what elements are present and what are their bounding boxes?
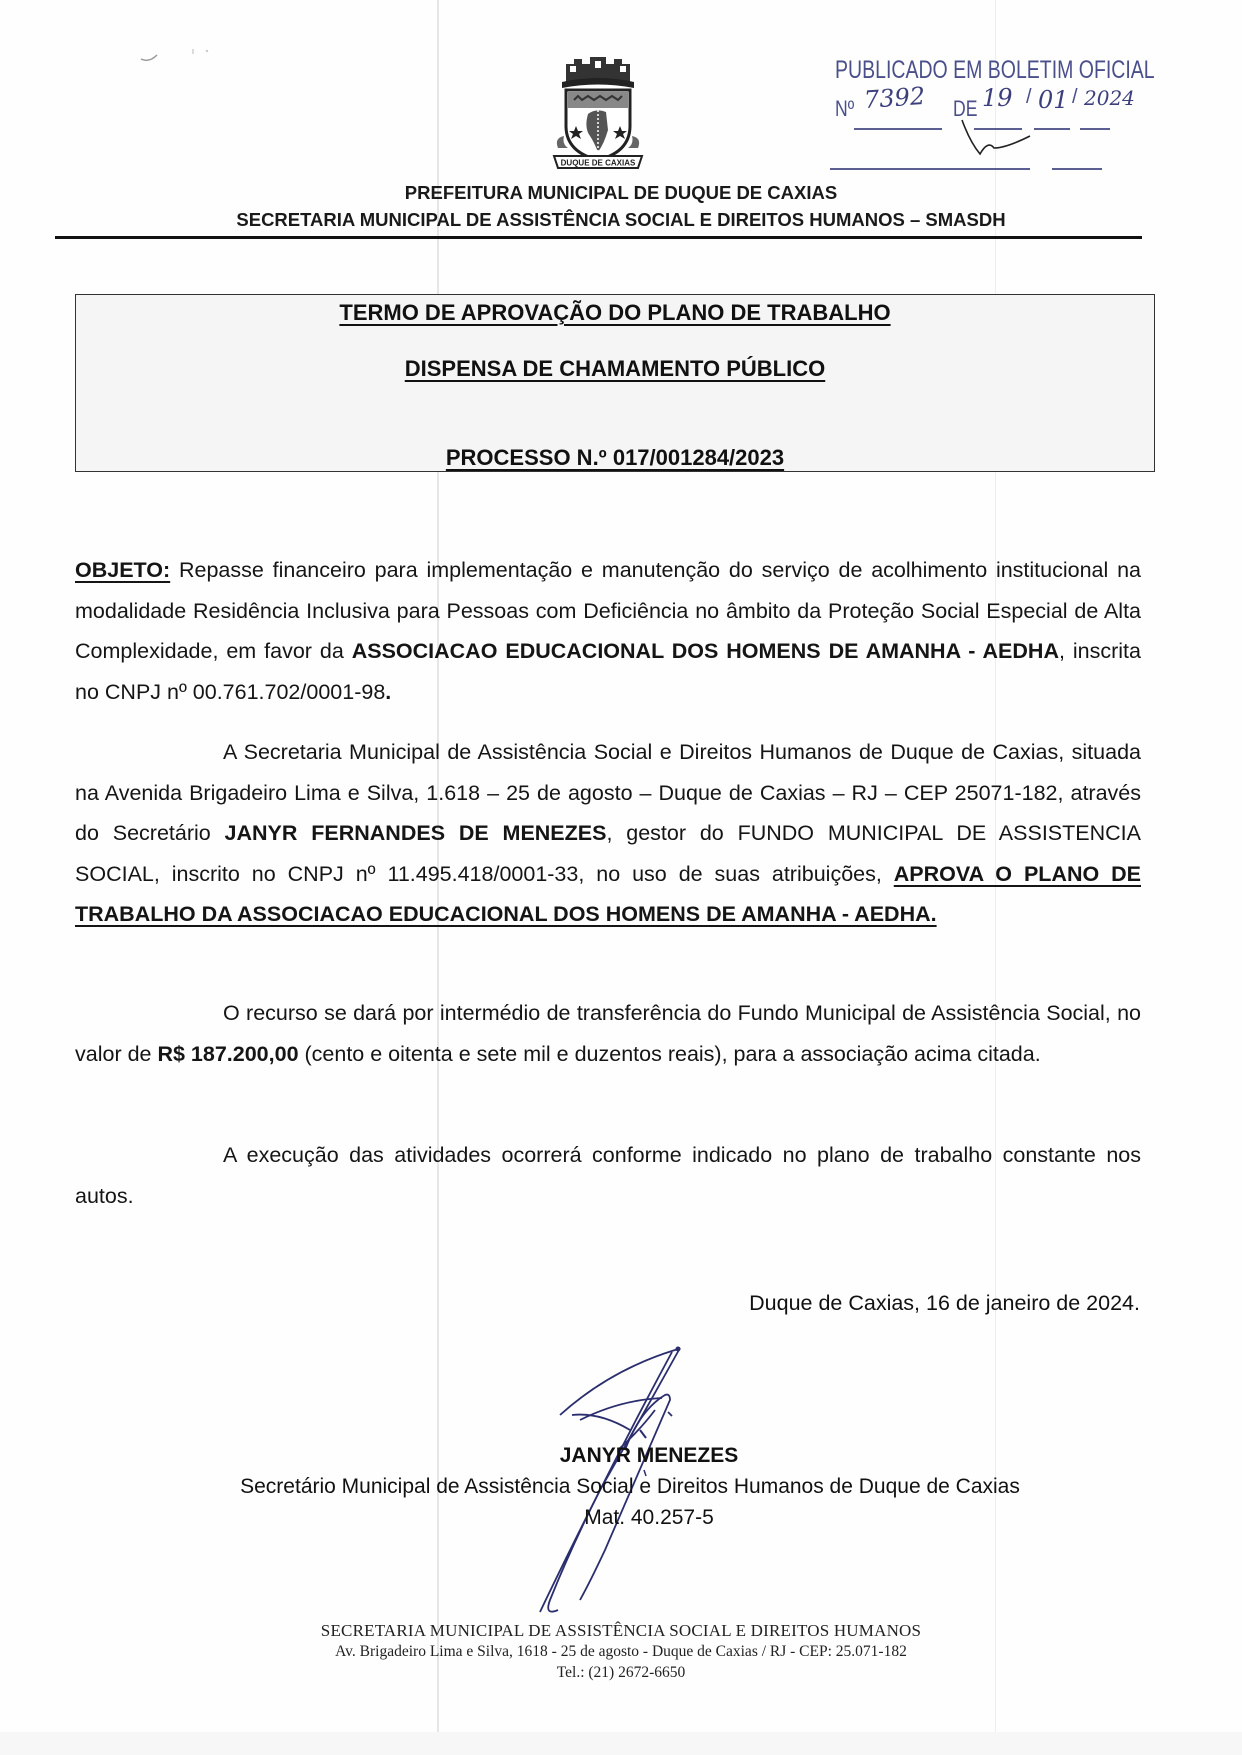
stamp-number-underline xyxy=(854,128,942,130)
header-divider xyxy=(55,236,1142,239)
entity-name: ASSOCIACAO EDUCACIONAL DOS HOMENS DE AMANHA - AEDHA xyxy=(351,639,1059,663)
header-prefeitura: PREFEITURA MUNICIPAL DE DUQUE DE CAXIAS xyxy=(404,182,838,203)
approval-statement: APROVA O PLANO DE TRABALHO DA ASSOCIACAO EDUCACIONAL DOS HOMENS DE AMANHA - AEDHA. xyxy=(75,861,1141,926)
signatory-registration: Mat. 40.257-5 xyxy=(584,1506,714,1529)
objeto-label: OBJETO: xyxy=(75,558,171,582)
coat-of-arms-logo xyxy=(548,52,648,170)
stamp-number-handwritten: 7392 xyxy=(863,81,926,115)
paragraph-objeto: OBJETO: Repasse financeiro para implementação e manutenção do serviço de acolhimento institucional na modalidade Residência Inclusiva para Pessoas com Deficiência no âmbito da Proteção Social Especial de Alta Complexidade, em favor da ASSOCIACAO EDUCACIONAL DOS HOMENS DE AMANHA - AEDHA, inscrita no CNPJ nº 00.761.702/0001-98. xyxy=(75,558,1141,704)
title-box xyxy=(75,294,1155,472)
document-subtitle: DISPENSA DE CHAMAMENTO PÚBLICO xyxy=(404,356,826,381)
stamp-number-label: Nº xyxy=(835,96,855,121)
document-title: TERMO DE APROVAÇÃO DO PLANO DE TRABALHO xyxy=(339,300,891,325)
paragraph-execucao: A execução das atividades ocorrerá conforme indicado no plano de trabalho constante nos autos. xyxy=(75,1143,1141,1208)
stamp-signature-line xyxy=(830,168,1030,170)
stamp-initials xyxy=(960,118,1040,158)
footer-phone: Tel.: (21) 2672-6650 xyxy=(556,1664,686,1681)
stamp-signature-line xyxy=(1052,168,1102,170)
paragraph-recurso: O recurso se dará por intermédio de transferência do Fundo Municipal de Assistência Social, no valor de R$ 187.200,00 (cento e oitenta e sete mil e duzentos reais), para a associação acima citada. xyxy=(75,1001,1141,1066)
footer-address: Av. Brigadeiro Lima e Silva, 1618 - 25 de agosto - Duque de Caxias / RJ - CEP: 25.071-182 xyxy=(335,1643,907,1660)
amount-value: R$ 187.200,00 xyxy=(157,1041,299,1066)
stamp-year-underline xyxy=(1080,128,1110,130)
secretary-name: JANYR FERNANDES DE MENEZES xyxy=(224,821,607,845)
signatory-role: Secretário Municipal de Assistência Social e Direitos Humanos de Duque de Caxias xyxy=(240,1475,1020,1498)
stamp-date-label: DE xyxy=(953,96,978,121)
header-secretaria: SECRETARIA MUNICIPAL DE ASSISTÊNCIA SOCIAL E DIREITOS HUMANOS – SMASDH xyxy=(236,209,1006,230)
paragraph-secretaria: A Secretaria Municipal de Assistência Social e Direitos Humanos de Duque de Caxias, situada na Avenida Brigadeiro Lima e Silva, 1.618 – 25 de agosto – Duque de Caxias – RJ – CEP 25071-182, através do Secretário JANYR FERNANDES DE MENEZES, gestor do FUNDO MUNICIPAL DE ASSISTENCIA SOCIAL, inscrito no CNPJ nº 11.495.418/0001-33, no uso de suas atribuições, APROVA O PLANO DE TRABALHO DA ASSOCIACAO EDUCACIONAL DOS HOMENS DE AMANHA - AEDHA. xyxy=(75,740,1141,926)
date-line: Duque de Caxias, 16 de janeiro de 2024. xyxy=(749,1291,1140,1315)
stamp-month-handwritten: 01 xyxy=(1038,86,1069,114)
scan-smudge xyxy=(135,45,215,65)
process-number: PROCESSO N.º 017/001284/2023 xyxy=(445,445,785,470)
signatory-name: JANYR MENEZES xyxy=(559,1444,739,1467)
footer-secretaria: SECRETARIA MUNICIPAL DE ASSISTÊNCIA SOCIAL E DIREITOS HUMANOS xyxy=(320,1621,922,1640)
stamp-year-handwritten: 2024 xyxy=(1084,86,1135,110)
scan-edge xyxy=(0,1732,1242,1755)
coat-banner-text: DUQUE DE CAXIAS xyxy=(560,158,636,168)
stamp-day-handwritten: 19 xyxy=(982,84,1013,112)
stamp-title: PUBLICADO EM BOLETIM OFICIAL xyxy=(835,56,1155,84)
publication-stamp: PUBLICADO EM BOLETIM OFICIAL Nº 7392 DE 19 / 01 / 2024 xyxy=(830,52,1130,172)
